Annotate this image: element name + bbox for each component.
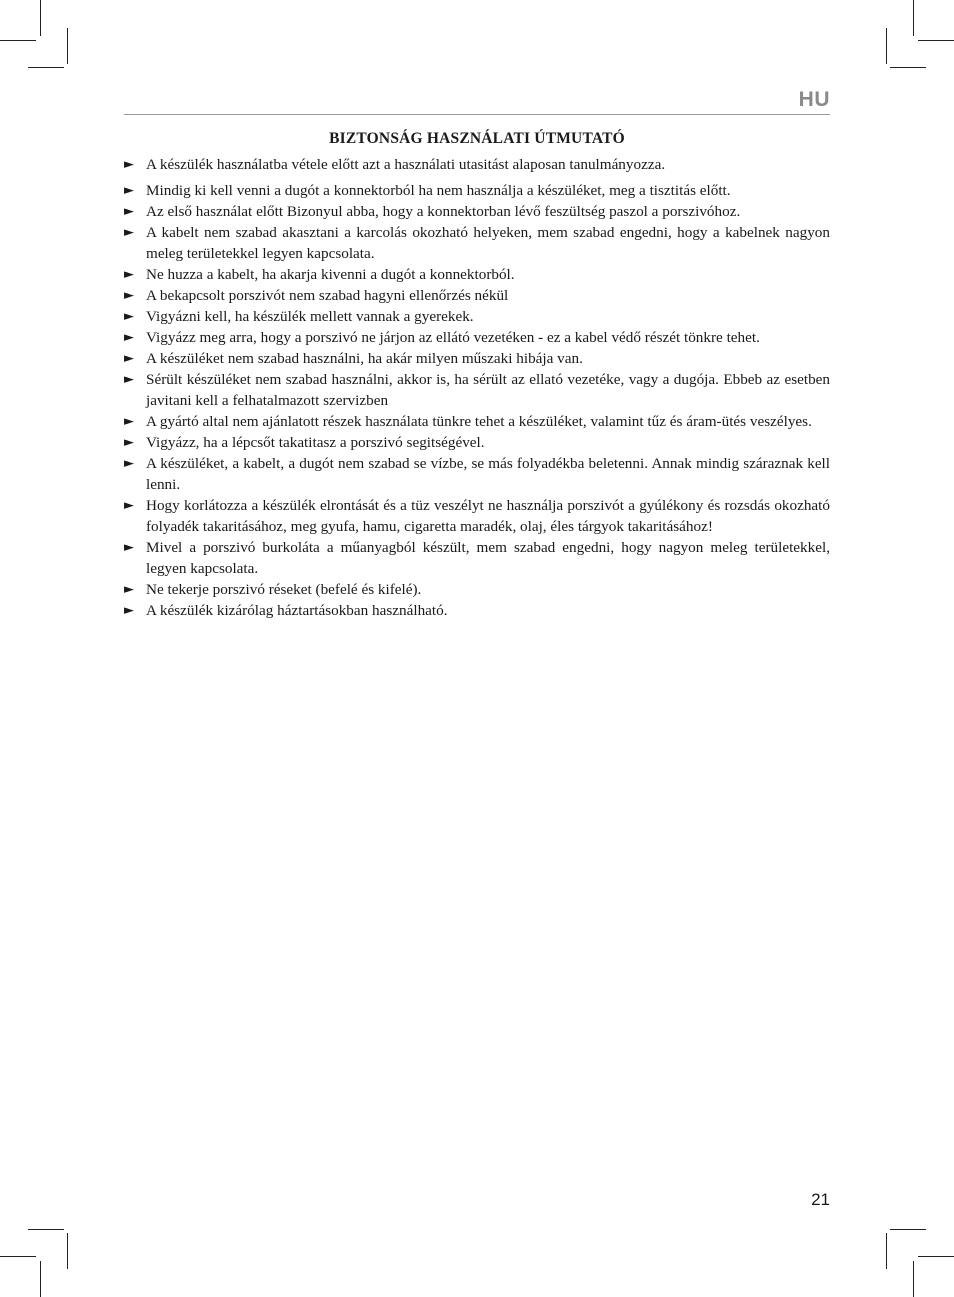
bullet-arrow-icon: ►	[124, 540, 134, 555]
bullet-arrow-icon: ►	[124, 498, 134, 513]
crop-mark	[918, 40, 954, 41]
bullet-arrow-icon: ►	[124, 288, 134, 303]
bullet-arrow-icon: ►	[124, 435, 134, 450]
safety-list	[124, 154, 830, 621]
list-item	[124, 453, 830, 495]
bullet-arrow-icon: ►	[124, 309, 134, 324]
list-item	[124, 579, 830, 600]
bullet-arrow-icon: ►	[124, 225, 134, 240]
list-item-text: A készülék kizárólag háztartásokban használható.	[146, 602, 448, 619]
list-item	[124, 600, 830, 621]
crop-mark	[0, 40, 36, 41]
list-item	[124, 264, 830, 285]
crop-mark	[886, 28, 887, 64]
list-item-text: A gyártó altal nem ajánlatott részek használata tünkre tehet a készüléket, valamint tűz és áram-ütés veszélyes.	[146, 413, 812, 430]
list-item-text: Vigyázz meg arra, hogy a porszivó ne járjon az ellátó vezetéken - ez a kabel védő részét tönkre tehet.	[146, 329, 760, 346]
list-item	[124, 154, 830, 175]
list-item	[124, 201, 830, 222]
crop-mark	[40, 1261, 41, 1297]
bullet-arrow-icon: ►	[124, 183, 134, 198]
safety-section	[124, 130, 830, 621]
list-item	[124, 495, 830, 537]
list-item	[124, 222, 830, 264]
list-item	[124, 327, 830, 348]
list-item-text: A készüléket, a kabelt, a dugót nem szabad se vízbe, se más folyadékba beletenni. Annak mindig száraznak kell lenni.	[146, 455, 830, 493]
list-item-text: A kabelt nem szabad akasztani a karcolás okozható helyeken, mem szabad engedni, hogy a kabelnek nagyon meleg területekkel legyen kapcsolata.	[146, 224, 830, 262]
list-item-text: Vigyázz, ha a lépcsőt takatitasz a porszivó segitségével.	[146, 434, 485, 451]
crop-mark	[913, 1261, 914, 1297]
bullet-arrow-icon: ►	[124, 204, 134, 219]
crop-mark	[67, 28, 68, 64]
bullet-arrow-icon: ►	[124, 582, 134, 597]
crop-mark	[40, 0, 41, 36]
crop-mark	[918, 1256, 954, 1257]
crop-mark	[890, 1229, 926, 1230]
list-item	[124, 537, 830, 579]
bullet-arrow-icon: ►	[124, 414, 134, 429]
list-item-text: A bekapcsolt porszivót nem szabad hagyni ellenőrzés nékül	[146, 287, 509, 304]
section-title: BIZTONSÁG HASZNÁLATI ÚTMUTATÓ	[329, 130, 625, 147]
list-item	[124, 285, 830, 306]
list-item	[124, 306, 830, 327]
bullet-arrow-icon: ►	[124, 330, 134, 345]
crop-mark	[0, 1256, 36, 1257]
list-item-text: Mivel a porszivó burkoláta a műanyagból készült, mem szabad engedni, hogy nagyon meleg területekkel, legyen kapcsolata.	[146, 539, 830, 577]
crop-mark	[886, 1233, 887, 1269]
crop-mark	[67, 1233, 68, 1269]
bullet-arrow-icon: ►	[124, 603, 134, 618]
list-item-text: A készüléket nem szabad használni, ha akár milyen műszaki hibája van.	[146, 350, 583, 367]
list-item-text: Mindig ki kell venni a dugót a konnektorból ha nem használja a készüléket, meg a tisztitás előtt.	[146, 182, 731, 199]
list-item	[124, 180, 830, 201]
crop-mark	[28, 67, 64, 68]
language-code: HU	[798, 88, 830, 111]
header-rule	[124, 114, 830, 115]
bullet-arrow-icon: ►	[124, 372, 134, 387]
list-item-text: Hogy korlátozza a készülék elrontását és a tüz veszélyt ne használja porszivót a gyúlékony és rozsdás okozható folyadék takaritásához, meg gyufa, hamu, cigaretta maradék, olaj, éles tárgyok takaritásához!	[146, 497, 830, 535]
list-item	[124, 432, 830, 453]
list-item-text: A készülék használatba vétele előtt azt a használati utasitást alaposan tanulmányozza.	[146, 156, 666, 173]
list-item-text: Vigyázni kell, ha készülék mellett vannak a gyerekek.	[146, 308, 474, 325]
bullet-arrow-icon: ►	[124, 267, 134, 282]
crop-mark	[913, 0, 914, 36]
crop-mark	[890, 67, 926, 68]
list-item-text: Ne huzza a kabelt, ha akarja kivenni a dugót a konnektorból.	[146, 266, 515, 283]
bullet-arrow-icon: ►	[124, 351, 134, 366]
list-item	[124, 348, 830, 369]
list-item-text: Sérült készüléket nem szabad használni, akkor is, ha sérült az ellató vezetéke, vagy a dugója. Ebbeb az esetben javitani kell a felhatalmazott szervizben	[146, 371, 830, 409]
page-number: 21	[811, 1190, 830, 1209]
list-item-text: Az első használat előtt Bizonyul abba, hogy a konnektorban lévő feszültség paszol a porszivóhoz.	[146, 203, 741, 220]
bullet-arrow-icon: ►	[124, 456, 134, 471]
list-item	[124, 369, 830, 411]
list-item-text: Ne tekerje porszivó réseket (befelé és kifelé).	[146, 581, 422, 598]
list-item	[124, 411, 830, 432]
bullet-arrow-icon: ►	[124, 157, 134, 172]
crop-mark	[28, 1229, 64, 1230]
